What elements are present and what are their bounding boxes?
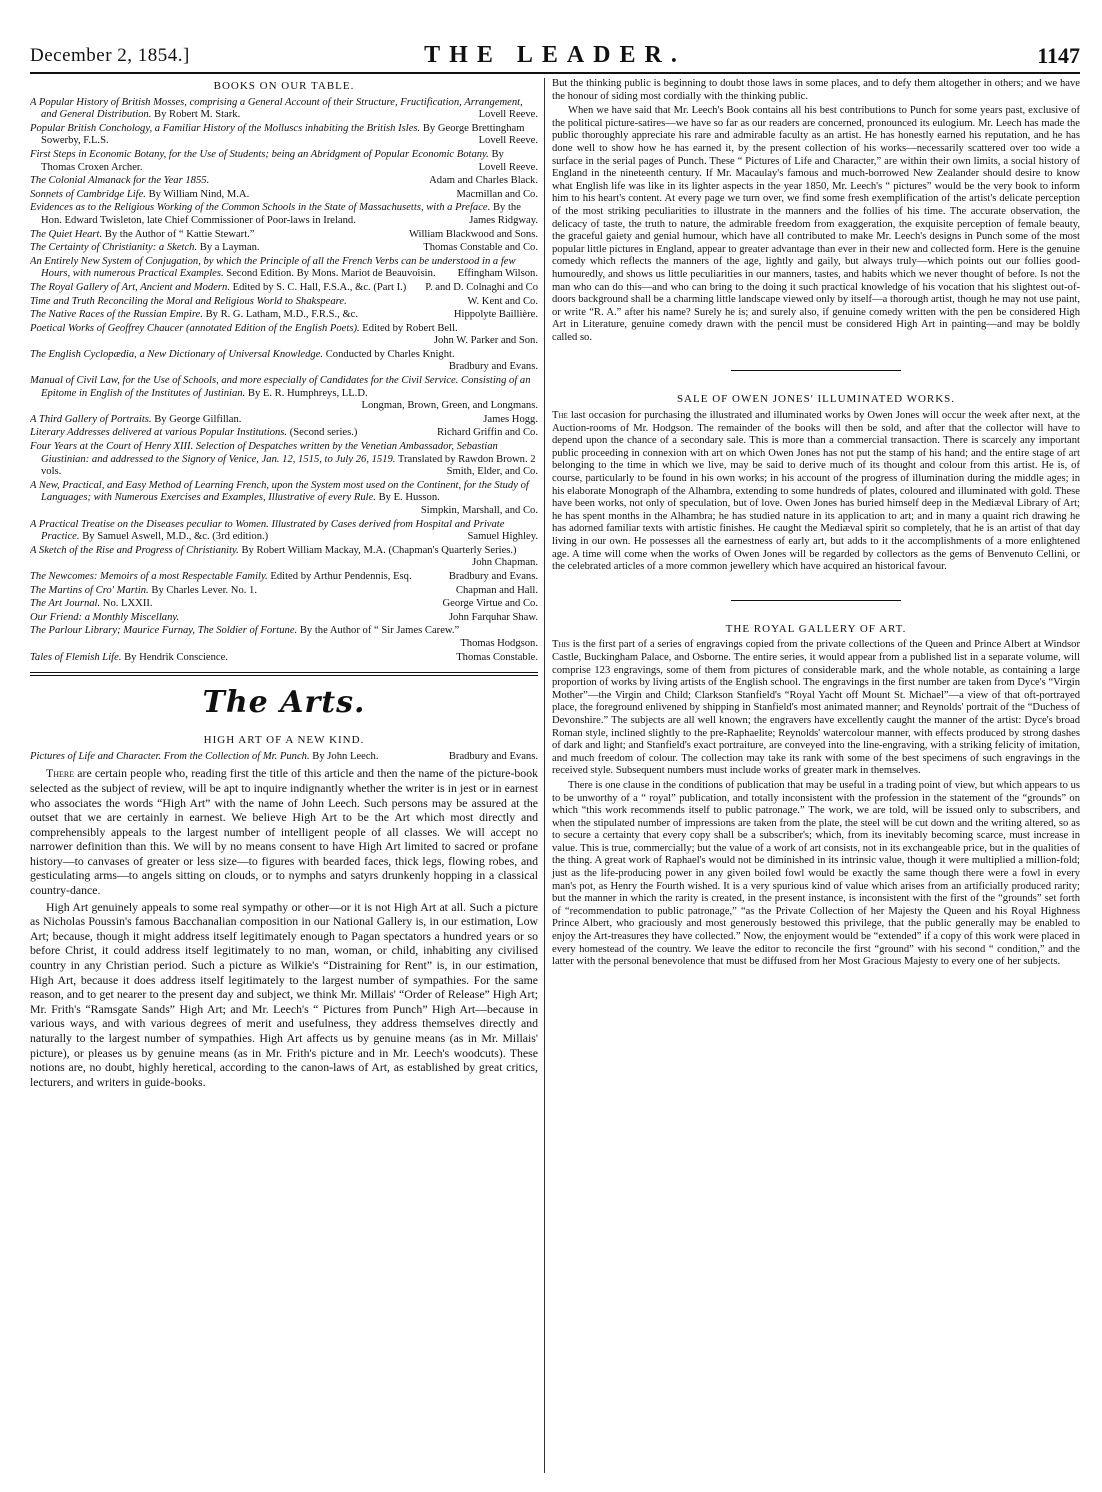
book-publisher: George Virtue and Co. xyxy=(442,598,538,610)
book-publisher: Effingham Wilson. xyxy=(457,268,538,280)
book-publisher: Bradbury and Evans. xyxy=(448,570,538,582)
book-entry xyxy=(30,242,538,255)
owen-jones-heading: SALE OF OWEN JONES' ILLUMINATED WORKS. xyxy=(676,393,956,406)
book-publisher: Lovell Reeve. xyxy=(478,109,538,121)
book-publisher: John Farquhar Shaw. xyxy=(448,611,538,623)
book-entry xyxy=(30,149,538,174)
book-entry xyxy=(30,441,538,479)
book-author: By the Author of “ Kattie Stewart.” xyxy=(104,228,255,240)
article-paragraph: But the thinking public is beginning to doubt those laws in some places, and to defy them altogether in others; and we have the honour of siding most cordially with the thinking public. xyxy=(552,78,1080,102)
book-author: By a Layman. xyxy=(199,242,260,254)
left-column xyxy=(30,78,538,1091)
book-publisher: Adam and Charles Black. xyxy=(429,175,538,187)
book-title: A New, Practical, and Easy Method of Learning French, upon the System most used on the Continent, for the Study of Languages; with Numerous Exercises and Examples, Illustrative of every Rule. xyxy=(30,479,529,504)
book-author: By the Hon. Edward Twisleton, late Chief Commissioner of Poor-laws in Ireland. xyxy=(41,202,521,226)
article-paragraph-text: is the first part of a series of engravings copied from the private collections of the Queen and Prince Albert at Windsor Castle, Buckingham Palace, and Osborne. The entire series, it would appear from a published list in a separate volume, will comprise 123 engravings, some of them from pictures of considerable mark, and the whole notable, as containing a large proportion of works by living artists of the English school. The engravings in the first number are taken from Dyce's “Virgin Mother”—the Virgin and Child; Clarkson Stanfield's “Royal Yacht off Mount St. Michael”—a view of that oft-portrayed place, the foreground enlivened by shipping in Stanfield's most animated manner; and Reynolds' portrait of the “Duchess of Devonshire.” The subjects are all well known; the engravers have excellently caught the manner of the artist: Dyce's broad Roman style, inclined slightly to the pre-Raphaelite; Reynolds' watercolour manner, with effects produced by strong dashes of dark and light; and Stanfield's exact portraiture, are conveyed into the line-engraving, with a striking felicity of imitation, and much freedom of colour. The collection may take its rank with some of the best specimens of such engravings in the received style. Subsequent numbers must include works of greater mark in themselves. xyxy=(552,639,1080,777)
book-entry xyxy=(30,571,538,584)
book-entry xyxy=(30,545,538,570)
article-paragraph xyxy=(30,766,538,897)
book-author: By George Brettingham Sowerby, F.L.S. xyxy=(41,122,525,147)
book-entry xyxy=(30,652,538,665)
book-title: Poetical Works of Geoffrey Chaucer (annotated Edition of the English Poets). xyxy=(30,322,360,334)
masthead xyxy=(30,40,1080,74)
drop-word: There xyxy=(46,766,75,781)
article-paragraph: There is one clause in the conditions of publication that may be useful in a trading point of view, but which appears to us to be unworthy of a “ royal” publication, and totally inconsistent with the profession in the statement of the “grounds” on which “this work recommends itself to public patronage.” The work, we are told, will be issued only to subscribers, and when the stipulated number of impressions are taken from the plate, the steel will be cut down and the writing altered, so as to secure a certainty that every copy shall be a subscriber's; which, from its inevitably becoming scarce, must increase in value. This is true, commercially; but the value of a work of art consists, not in its exchangeable price, but in the qualities of the thing. A great work of Raphael's would not be diminished in its intrinsic value, though it were multiplied a million-fold; just as the life-producing power in any given boiled fowl would be exactly the same though there were a fowl in every man's pot, as Henry the Fourth wished. It is a very spurious kind of value which arises from an artificially produced rarity; but the manner in which the rarity is created, in the present instance, is inconsistent with the first of the “grounds” set forth of “recommendation to public patronage,” “as the Private Collection of her Majesty the Queen and his Royal Highness Prince Albert, who graciously and most generously bestowed this privilege, that the public generally may be enabled to enjoy the Art-treasures they have collected.” Now, the enjoyment would be “extended” if a copy of this work were placed in every homestead of the country. We leave the editor to reconcile the first “ground” with his second “ condition,” and the latter with the personal benevolence that must be diffused from her Most Gracious Majesty to every one of her subjects. xyxy=(552,779,1080,968)
book-author: No. LXXII. xyxy=(102,598,153,610)
book-entry xyxy=(30,202,538,227)
book-title: The Quiet Heart. xyxy=(30,228,103,240)
article-source-author: By John Leech. xyxy=(312,750,379,762)
book-publisher: Thomas Constable and Co. xyxy=(423,242,538,254)
book-entry xyxy=(30,296,538,309)
issue-date: December 2, 1854.] xyxy=(30,45,190,66)
article-source-title: Pictures of Life and Character. From the Collection of Mr. Punch. xyxy=(30,750,310,762)
article-source-publisher: Bradbury and Evans. xyxy=(448,750,538,762)
article-source xyxy=(30,751,538,764)
book-publisher: P. and D. Colnaghi and Co xyxy=(425,281,538,293)
book-title: The Royal Gallery of Art, Ancient and Modern. xyxy=(30,281,230,293)
book-entry xyxy=(30,229,538,242)
book-entry xyxy=(30,480,538,518)
book-entry xyxy=(30,175,538,188)
book-title: A Popular History of British Mosses, comprising a General Account of their Structure, Fructification, Arrangement, and General Distribution. xyxy=(30,96,523,121)
article-paragraph: When we have said that Mr. Leech's Book contains all his best contributions to Punch for some years past, exclusive of the political picture-satires—we have so far as our readers are concerned, pronounced its eulogium. Mr. Leech has made the public thoroughly appreciate his rare and admirable faculty as an artist. He has honestly earned his reputation, and he has done well to show how he has earned it, by the present collection of his works—necessarily scattered over too wide a surface in the serial pages of Punch. These “ Pictures of Life and Character,” are within their own limits, a social history of England in the nineteenth century. If Mr. Macaulay's famous and much-borrowed New Zealander should desire to know what English life was like in its lighter aspects in the year 1850, Mr. Leech's “ pictures” would be the very book to inform him to his heart's content. At every page we turn over, we find some fresh exemplification of the artist's delicate perception of the most striking peculiarities to illustrate in the manners and the follies of his time. The accurate observation, the delicacy of taste, the truth to nature, the admirable freedom from exaggeration, the exquisite perception of female beauty, the graceful gaiety and genial humour, which have all contributed to make Mr. Leech's designs in Punch some of the most popular little pictures in England, appear to greater advantage than ever in their new and collected form. Here is the genuine comedy which reflects the manners of the age, lightly and gaily, but always truly—which points out our follies good-humouredly, and shows us little peculiarities in our manners, tastes, and habits which we never thought of before. Is not the man who can do this—and who can bring to the doing it such practical knowledge of his vocation that his slightest out-of-doors background shall be a charming little landscape viewed only by itself—a thorough artist, though he may not use paint, or write “R. A.” after his name? Surely he is; and surely also, if genuine comedy written with the pen be considered High Art in Literature, genuine comedy drawn with the pencil must be considered High Art in painting—and may be boldly called so. xyxy=(552,105,1080,343)
book-title: An Entirely New System of Conjugation, by which the Principle of all the French Verbs can be understood in a few Hours, with numerous Practical Examples. xyxy=(30,255,516,280)
article-paragraph xyxy=(552,410,1080,574)
book-entry xyxy=(30,323,538,348)
book-publisher: Lovell Reeve. xyxy=(478,161,538,173)
book-title: Manual of Civil Law, for the Use of Schools, and more especially of Candidates for the Civil Service. Consisting of an Epitome in English of the Institutes of Justinian. xyxy=(30,375,531,399)
book-author: By R. G. Latham, M.D., F.R.S., &c. xyxy=(205,309,359,321)
newspaper-title: THE LEADER. xyxy=(424,42,686,68)
book-entry xyxy=(30,375,538,413)
book-author: By Charles Lever. No. 1. xyxy=(151,584,257,596)
book-publisher: Samuel Highley. xyxy=(467,531,538,543)
book-title: The Martins of Cro' Martin. xyxy=(30,584,149,596)
book-title: A Sketch of the Rise and Progress of Christianity. xyxy=(30,544,239,556)
book-title: The Certainty of Christianity: a Sketch. xyxy=(30,242,198,254)
book-publisher: Bradbury and Evans. xyxy=(448,361,538,373)
book-entry xyxy=(30,612,538,625)
book-title: The Art Journal. xyxy=(30,598,101,610)
book-entry xyxy=(30,123,538,148)
book-title: Evidences as to the Religious Working of the Common Schools in the State of Massachusetts, with a Preface. xyxy=(30,202,491,214)
book-publisher: Macmillan and Co. xyxy=(456,188,538,200)
book-title: A Practical Treatise on the Diseases peculiar to Women. Illustrated by Cases derived from Hospital and Private Practice. xyxy=(30,518,505,543)
book-title: First Steps in Economic Botany, for the Use of Students; being an Abridgment of Popular Economic Botany. xyxy=(30,148,489,160)
article-paragraph-text: last occasion for purchasing the illustrated and illuminated works by Owen Jones will occur the week after next, at the Auction-rooms of Mr. Hodgson. The remainder of the books will then be sold, and after that the collector will have to depend upon the chance of a secondary sale. This is more than a commercial transaction. There is scarcely any important public proceeding in connexion with art on which Owen Jones has not put the stamp of his hand; and the entire stage of art belonging to the time in which we live, may be said to derive much of its thought and colour from this artist. He is, of course, particularly to be found in his own works; in his account of the progress of illumination during the middle ages; in his elaborate Monograph of the Alhambra, extending to some hundreds of plates, coloured and illuminated with gold. These have been works, not only of speculation, but of love. Owen Jones has buried himself deep in the Mediæval Library of Art; he has spent months in the Alhambra; he has studied nature in its application to art; and in many a quaint rich drawing he has adorned familiar texts with artistic finishes. He caught the Mediæval spirit so completely, that he is an artist of that day living in our own. He possesses all the earnestness of early art, but adds to it the accomplishments of a more enlightened age. A time will come when the works of Owen Jones will be regarded by collectors as the gems of Benvenuto Cellini, or the celebrated articles of a more common jewellery which have acquired an historical favour. xyxy=(552,410,1080,573)
book-publisher: John Chapman. xyxy=(472,557,538,569)
book-title: Time and Truth Reconciling the Moral and Religious World to Shakspeare. xyxy=(30,295,347,307)
book-title: The Native Races of the Russian Empire. xyxy=(30,309,203,321)
book-entry xyxy=(30,414,538,427)
book-publisher: W. Kent and Co. xyxy=(467,295,538,307)
article-paragraph: High Art genuinely appeals to some real sympathy or other—or it is not High Art at all. Such a picture as Nicholas Poussin's famous Bacchanalian composition in our National Gallery is, in our estimation, Low Art; because, though it might address itself legitimately enough to Pagan spectators a hundred years or so before Christ, it could address itself legitimately to no man, woman, or child, inhabiting any civilised country in any Christian period. Such a picture as Wilkie's “Distraining for Rent” is, in our estimation, High Art, because it does address itself legitimately to the largest number of sympathies. For the same reason, and to get nearer to the present day and subject, we think Mr. Millais' “Order of Release” High Art; Mr. Frith's “Ramsgate Sands” High Art; and Mr. Leech's “ Pictures from Punch” High Art—because in various ways, and with various degrees of merit and usefulness, they address themselves directly and naturally to the largest number of sympathies. High Art affects us by genuine means (as in Mr. Millais' picture), or pleases us by genuine means (as in Mr. Frith's picture and in Mr. Leech's woodcuts). These notions are, no doubt, highly heretical, according to the canon-laws of Art, as established by great critics, lecturers, and writers in guide-books. xyxy=(30,899,538,1089)
book-author: By George Gilfillan. xyxy=(154,413,242,425)
book-entry xyxy=(30,349,538,374)
book-title: Sonnets of Cambridge Life. xyxy=(30,188,146,200)
book-publisher: Smith, Elder, and Co. xyxy=(446,466,538,478)
book-publisher: John W. Parker and Son. xyxy=(433,335,538,347)
book-author: Edited by Arthur Pendennis, Esq. xyxy=(270,570,412,582)
book-title: Our Friend: a Monthly Miscellany. xyxy=(30,611,180,623)
book-publisher: Chapman and Hall. xyxy=(455,584,538,596)
book-publisher: Simpkin, Marshall, and Co. xyxy=(420,505,538,516)
book-title: Tales of Flemish Life. xyxy=(30,651,122,663)
book-title: The English Cyclopædia, a New Dictionary of Universal Knowledge. xyxy=(30,348,324,360)
book-author: By Samuel Aswell, M.D., &c. (3rd edition.) xyxy=(82,531,269,543)
divider xyxy=(731,370,901,371)
book-author: By E. Husson. xyxy=(378,492,440,504)
page-number: 1147 xyxy=(1037,43,1080,68)
book-publisher: Thomas Hodgson. xyxy=(460,637,538,649)
book-author: By Robert M. Stark. xyxy=(154,109,241,121)
book-publisher: William Blackwood and Sons. xyxy=(408,228,538,240)
book-publisher: James Hogg. xyxy=(483,413,538,425)
book-author: By Robert William Mackay, M.A. (Chapman's Quarterly Series.) xyxy=(241,544,517,556)
book-entry xyxy=(30,189,538,202)
book-entry xyxy=(30,598,538,611)
drop-word: The xyxy=(552,410,568,422)
book-entry xyxy=(30,519,538,544)
book-author: Translated by Rawdon Brown. 2 vols. xyxy=(41,453,536,478)
book-title: A Third Gallery of Portraits. xyxy=(30,413,152,425)
book-entry xyxy=(30,427,538,440)
book-publisher: Hippolyte Baillière. xyxy=(453,309,538,321)
divider xyxy=(731,600,901,601)
book-publisher: James Ridgway. xyxy=(469,214,538,226)
book-author: (Second series.) xyxy=(289,427,358,439)
book-title: Four Years at the Court of Henry XIII. Selection of Despatches written by the Venetian Ambassador, Sebastian Giustinian: and addressed to the Signory of Venice, Jan. 12, 1515, to July 26, 1519. xyxy=(30,441,498,465)
book-title: Popular British Conchology, a Familiar History of the Molluscs inhabiting the British Isles. xyxy=(30,122,421,134)
book-publisher: Longman, Brown, Green, and Longmans. xyxy=(361,400,538,412)
book-title: Literary Addresses delivered at various Popular Institutions. xyxy=(30,427,288,439)
drop-word: This xyxy=(552,639,570,651)
book-entry xyxy=(30,256,538,281)
book-author: By William Nind, M.A. xyxy=(148,188,250,200)
book-publisher: Richard Griffin and Co. xyxy=(436,427,538,439)
book-entry xyxy=(30,585,538,598)
book-author: Conducted by Charles Knight. xyxy=(325,348,455,360)
right-column xyxy=(552,78,1080,971)
article-heading: HIGH ART OF A NEW KIND. xyxy=(203,734,365,747)
book-entry xyxy=(30,97,538,122)
book-entry xyxy=(30,309,538,322)
books-heading: BOOKS ON OUR TABLE. xyxy=(213,80,355,92)
book-author: Edited by Robert Bell. xyxy=(362,322,458,334)
article-paragraph-text: are certain people who, reading first the title of this article and then the name of the picture-book selected as the subject of review, will be apt to inquire indignantly whether the writer is in jest or in earnest who associates the words “High Art” with the name of John Leech. Such persons may be assured at the outset that we are certainly in earnest. We believe High Art to be the Art which most directly and comprehensibly appeals to the largest number of intelligent people of all classes. We will accept no narrower definition than this. We will by no means consent to have High Art limited to sacred or profane history—to canvases of greater or less size—to figures with bearded faces, thick legs, flowing robes, and gesticulating arms—to angels sitting on clouds, or to nymphs and satyrs drunkenly hopping in a classical country-dance. xyxy=(30,766,538,898)
book-author: By E. R. Humphreys, LL.D. xyxy=(247,387,368,399)
book-author: By Hendrik Conscience. xyxy=(124,651,228,663)
column-divider xyxy=(544,78,545,1473)
book-entry xyxy=(30,625,538,650)
book-entry xyxy=(30,282,538,295)
book-title: The Parlour Library; Maurice Furnay, The Soldier of Fortune. xyxy=(30,625,298,637)
article-paragraph xyxy=(552,639,1080,778)
book-list xyxy=(30,97,538,665)
book-publisher: Thomas Constable. xyxy=(456,651,538,663)
book-publisher: Lovell Reeve. xyxy=(478,135,538,147)
section-divider xyxy=(30,672,538,676)
book-title: The Newcomes: Memoirs of a most Respectable Family. xyxy=(30,570,268,582)
arts-section-title: The Arts. xyxy=(202,685,366,721)
book-author: By Thomas Croxen Archer. xyxy=(41,148,504,173)
royal-gallery-heading: THE ROYAL GALLERY OF ART. xyxy=(725,622,907,635)
book-author: By the Author of “ Sir James Carew.” xyxy=(299,625,460,637)
book-author: Edited by S. C. Hall, F.S.A., &c. (Part I.) xyxy=(232,281,407,293)
book-title: The Colonial Almanack for the Year 1855. xyxy=(30,175,210,187)
book-author: Second Edition. By Mons. Mariot de Beauvoisin. xyxy=(226,268,436,280)
